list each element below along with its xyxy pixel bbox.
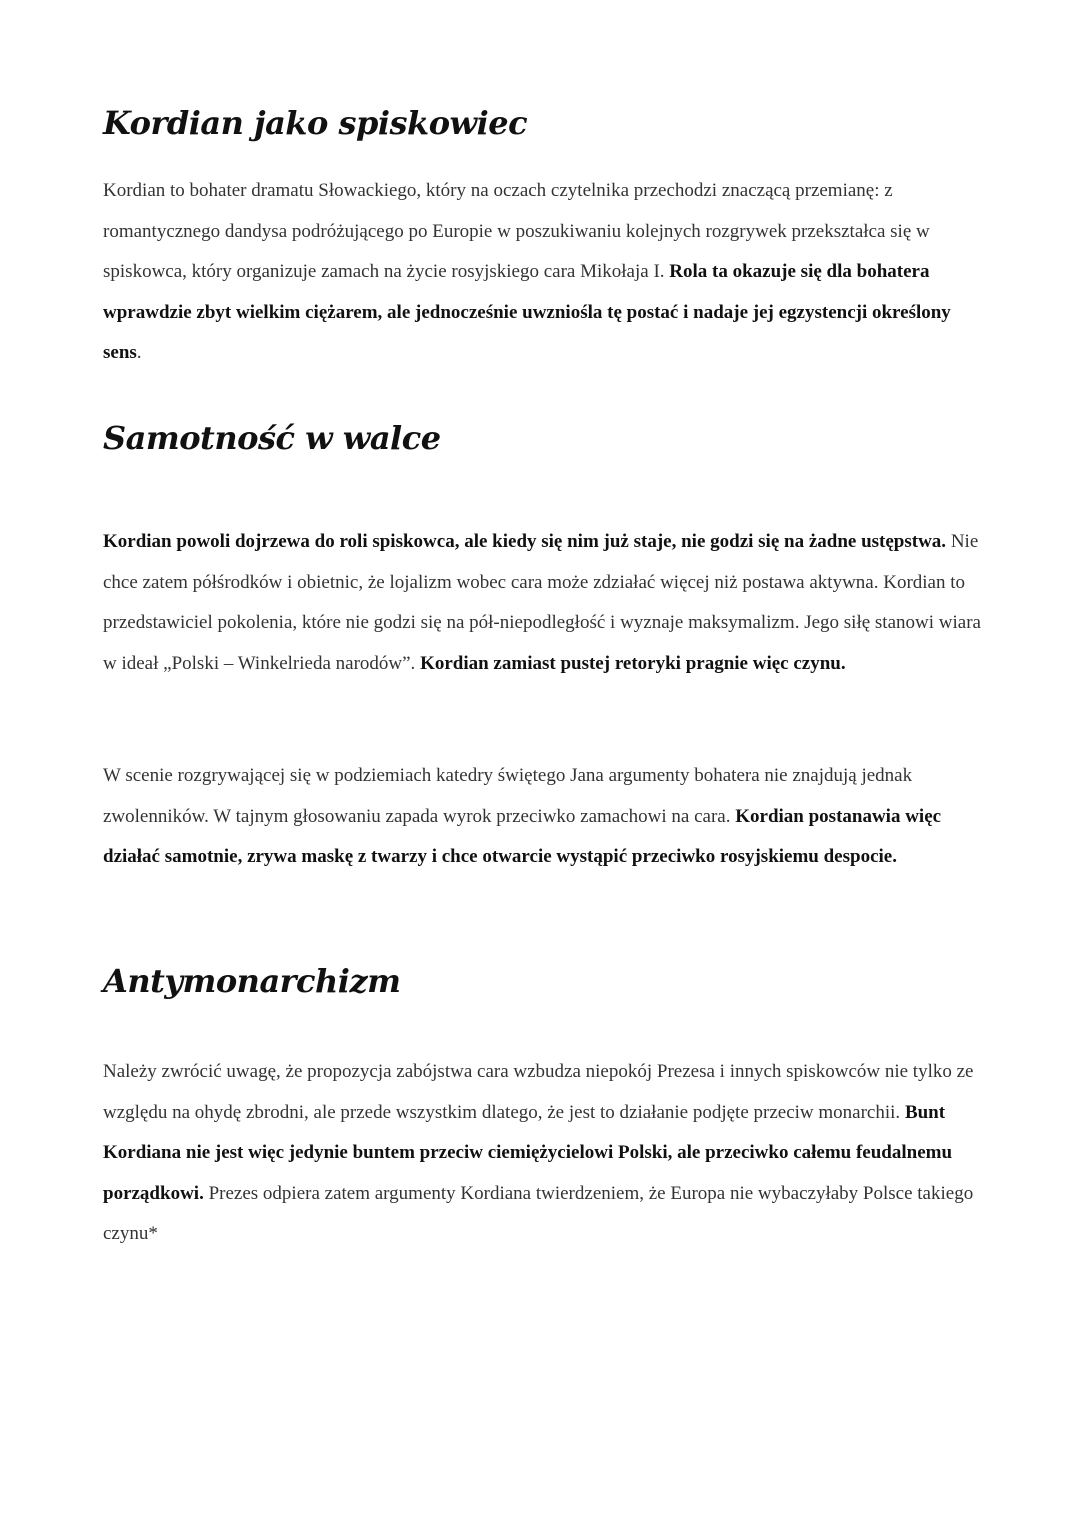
bold-text-run: Kordian zamiast pustej retoryki pragnie więc czynu.	[420, 652, 846, 674]
section-heading-kordian-jako-spiskowiec: Kordian jako spiskowiec	[103, 104, 528, 142]
text-run: W scenie rozgrywającej się w podziemiach katedry świętego Jana argumenty bohatera nie znajdują jednak zwolenników. W tajnym głosowaniu zapada wyrok przeciwko zamachowi na cara.	[103, 765, 913, 827]
text-run: Należy zwrócić uwagę, że propozycja zabójstwa cara wzbudza niepokój Prezesa i innych spiskowców nie tylko ze względu na ohydę zbrodni, ale przede wszystkim dlatego, że jest to działanie podjęte przeciw monarchii.	[103, 1061, 974, 1123]
section-heading-samotnosc-w-walce: Samotność w walce	[103, 419, 441, 457]
bold-text-run: Kordian postanawia więc działać samotnie, zrywa maskę z twarzy i chce otwarcie wystąpić przeciwko rosyjskiemu despocie.	[103, 805, 942, 867]
text-run: Kordian to bohater dramatu Słowackiego, który na oczach czytelnika przechodzi znaczącą przemianę: z romantycznego dandysa podróżującego po Europie w poszukiwaniu kolejnych rozgrywek przekształca się w spiskowca, który organizuje zamach na życie rosyjskiego cara Mikołaja I.	[103, 180, 930, 282]
text-run: Nie chce zatem półśrodków i obietnic, że lojalizm wobec cara może zdziałać więcej niż postawa aktywna. Kordian to przedstawiciel pokolenia, które nie godzi się na pół-niepodległość i wyznaje maksymalizm. Jego siłę stanowi wiara w ideał „Polski – Winkelrieda narodów”.	[103, 531, 981, 674]
bold-text-run: Bunt Kordiana nie jest więc jedynie buntem przeciw ciemiężycielowi Polski, ale przeciwko całemu feudalnemu porządkowi.	[103, 1101, 953, 1204]
paragraph-samotnosc-2	[103, 756, 983, 878]
paragraph-samotnosc-1	[103, 522, 983, 684]
bold-text-run: Rola ta okazuje się dla bohatera wprawdzie zbyt wielkim ciężarem, ale jednocześnie uwzniośla tę postać i nadaje jej egzystencji określony sens	[103, 261, 951, 363]
paragraph-antymonarchizm	[103, 1052, 983, 1255]
text-run: .	[136, 342, 142, 363]
bold-text-run: Kordian powoli dojrzewa do roli spiskowca, ale kiedy się nim już staje, nie godzi się na żadne ustępstwa.	[103, 531, 947, 552]
paragraph-spiskowiec	[103, 171, 983, 374]
text-run: Prezes odpiera zatem argumenty Kordiana twierdzeniem, że Europa nie wybaczyłaby Polsce takiego czynu*	[103, 1182, 974, 1244]
section-heading-antymonarchizm: Antymonarchizm	[103, 962, 401, 1000]
